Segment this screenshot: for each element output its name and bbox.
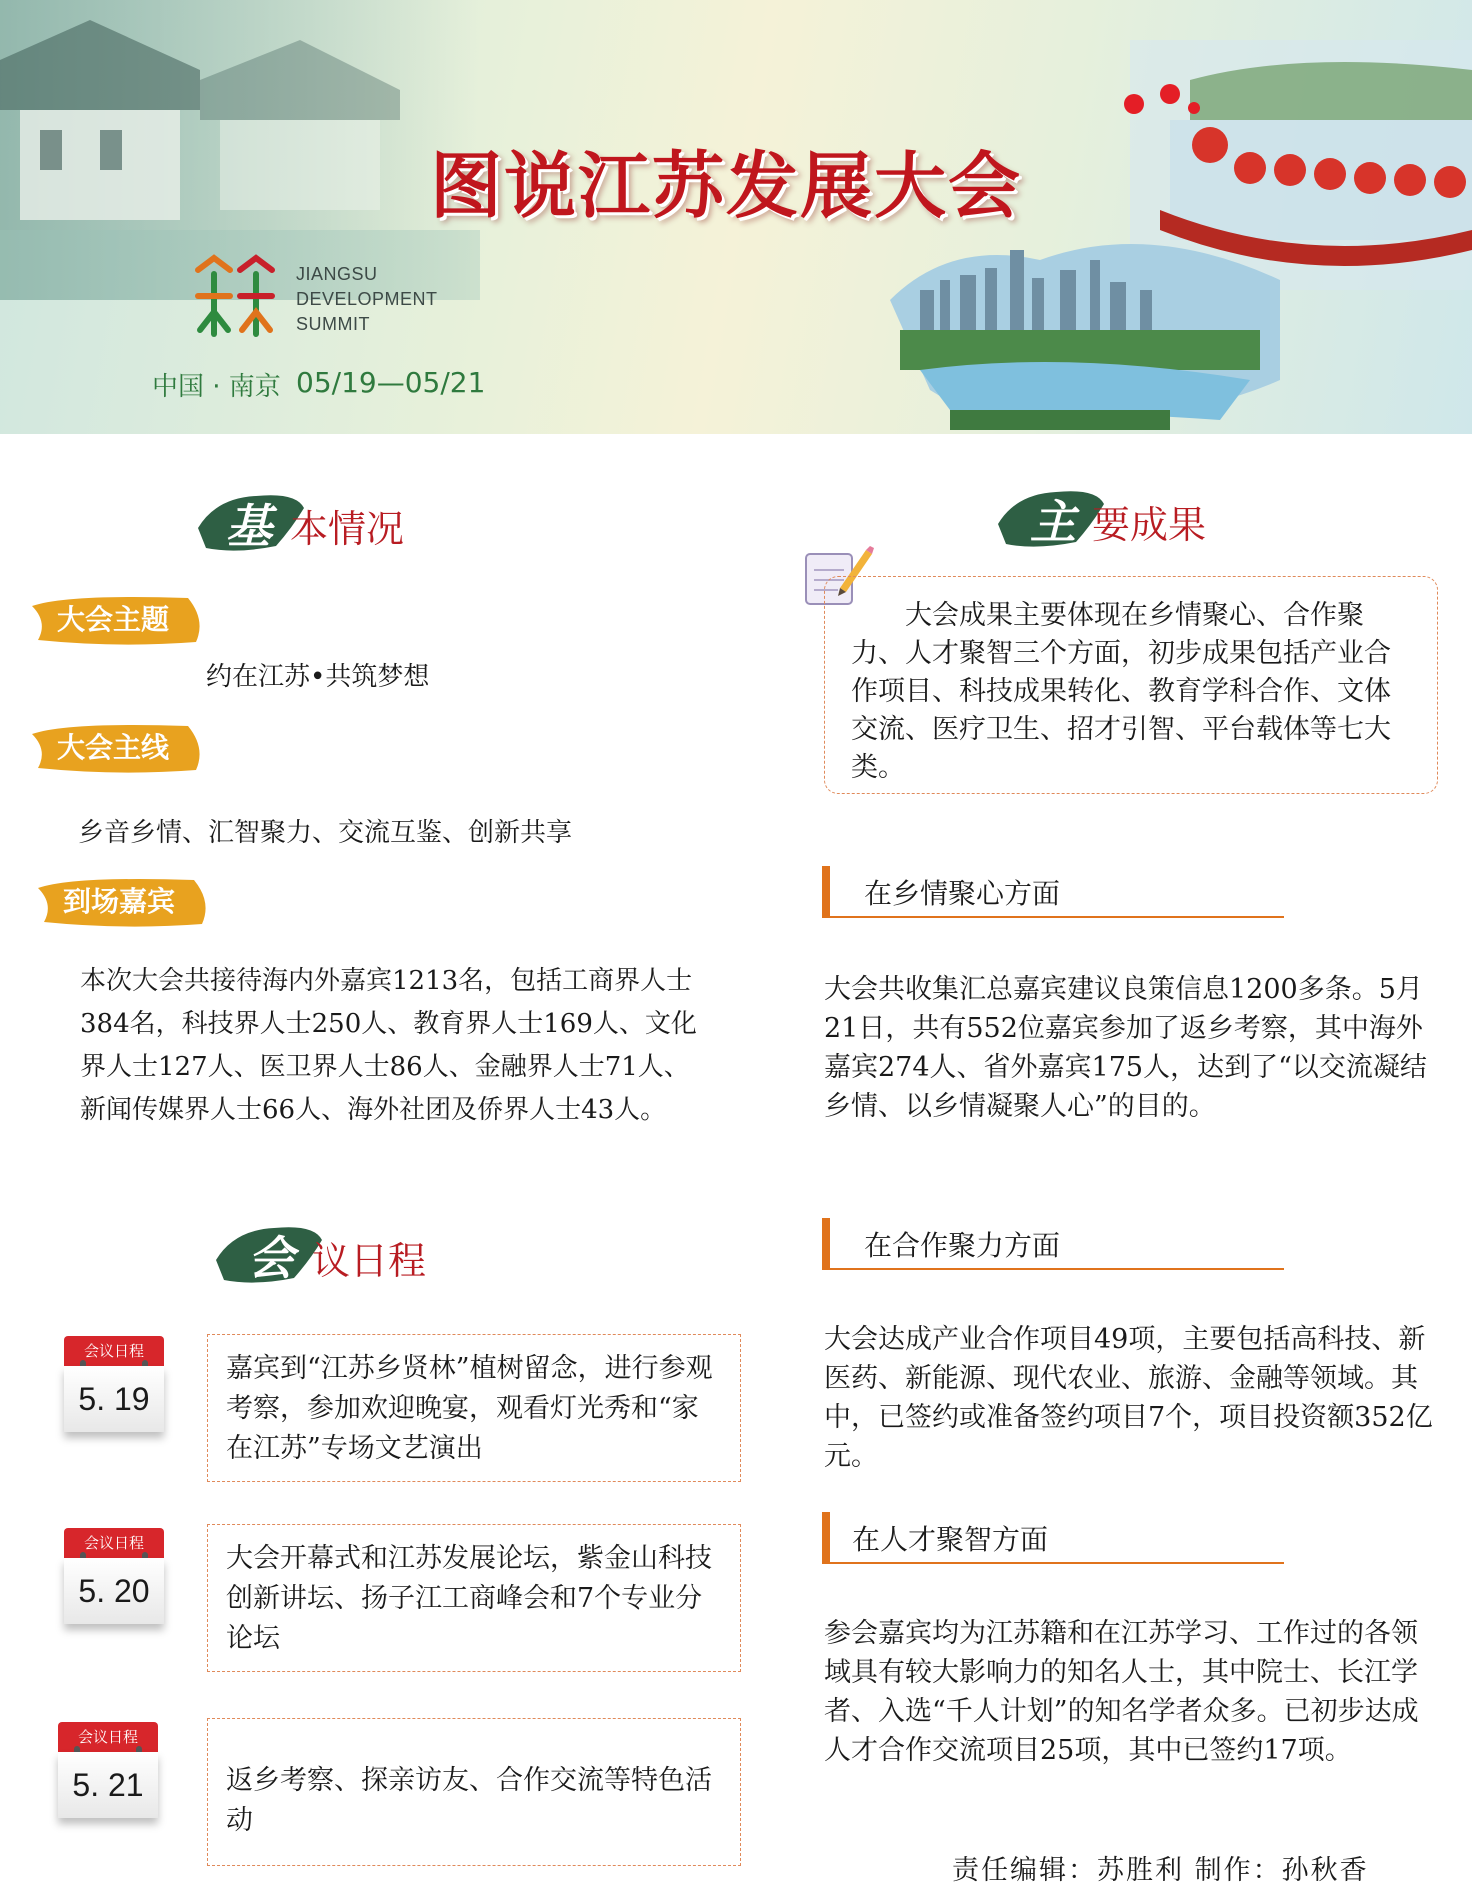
calendar-date: 5. 19	[64, 1366, 164, 1432]
results-subheading	[822, 1512, 1284, 1564]
summit-english-name	[296, 262, 438, 337]
calendar-label: 会议日程	[64, 1336, 164, 1366]
summit-en-line: SUMMIT	[296, 314, 370, 334]
subheading-underline	[822, 1562, 1284, 1564]
section-big-char: 基	[226, 499, 272, 553]
section-big-char: 会	[248, 1231, 294, 1285]
summit-en-line: JIANGSU	[296, 264, 378, 284]
tag-guests	[34, 874, 214, 930]
subheading-label: 在人才聚智方面	[852, 1523, 1049, 1556]
section-schedule-heading	[214, 1220, 474, 1290]
calendar-label: 会议日程	[58, 1722, 158, 1752]
results-paragraph: 大会共收集汇总嘉宾建议良策信息1200多条。5月21日，共有552位嘉宾参加了返乡考察，其中海外嘉宾274人、省外嘉宾175人，达到了“以交流凝结乡情、以乡情凝聚人心”的目的。	[824, 974, 1427, 1122]
subheading-label: 在合作聚力方面	[864, 1229, 1061, 1262]
guests-text: 本次大会共接待海内外嘉宾1213名，包括工商界人士384名，科技界人士250人、教育界人士169人、文化界人士127人、医卫界人士86人、金融界人士71人、新闻传媒界人士66人、海外社团及侨界人士43人。	[80, 966, 697, 1125]
tag-theme	[28, 592, 208, 648]
calendar-icon	[58, 1722, 158, 1822]
subheading-bar	[822, 1512, 830, 1564]
summit-en-line: DEVELOPMENT	[296, 289, 438, 309]
section-results-heading	[996, 484, 1256, 554]
subheading-underline	[822, 1268, 1284, 1270]
schedule-text: 嘉宾到“江苏乡贤林”植树留念，进行参观考察，参加欢迎晚宴，观看灯光秀和“家在江苏”专场文艺演出	[226, 1353, 713, 1464]
subheading-label: 在乡情聚心方面	[864, 877, 1061, 910]
tag-label: 到场嘉宾	[62, 885, 175, 918]
tag-label: 大会主题	[56, 603, 169, 636]
results-paragraph: 大会达成产业合作项目49项，主要包括高科技、新医药、新能源、现代农业、旅游、金融等领域。其中，已签约或准备签约项目7个，项目投资额352亿元。	[824, 1324, 1433, 1472]
subheading-bar	[822, 1218, 830, 1270]
schedule-text: 大会开幕式和江苏发展论坛，紫金山科技创新讲坛、扬子江工商峰会和7个专业分论坛	[226, 1543, 712, 1654]
subheading-bar	[822, 866, 830, 918]
header-banner	[0, 0, 1472, 434]
calendar-label: 会议日程	[64, 1528, 164, 1558]
calendar-icon	[64, 1528, 164, 1628]
section-basic-info-heading	[196, 488, 456, 558]
tag-label: 大会主线	[56, 731, 169, 764]
summit-logo	[190, 250, 280, 342]
banner-location: 中国 · 南京	[152, 372, 281, 402]
banner-dates: 05/19—05/21	[296, 366, 486, 399]
results-paragraph: 参会嘉宾均为江苏籍和在江苏学习、工作过的各领域具有较大影响力的知名人士，其中院士、长江学者、入选“千人计划”的知名学者众多。已初步达成人才合作交流项目25项，其中已签约17项。	[824, 1618, 1419, 1766]
calendar-date: 5. 21	[58, 1752, 158, 1818]
schedule-item	[207, 1718, 741, 1866]
tag-mainline	[28, 720, 208, 776]
mainline-text: 乡音乡情、汇智聚力、交流互鉴、创新共享	[78, 818, 573, 848]
section-title-rest: 要成果	[1092, 503, 1207, 547]
red-balloons	[1120, 80, 1200, 140]
results-intro-box: 大会成果主要体现在乡情聚心、合作聚力、人才聚智三个方面，初步成果包括产业合作项目、科技成果转化、教育学科合作、文体交流、医疗卫生、招才引智、平台载体等七大类。	[824, 576, 1438, 794]
theme-text: 约在江苏•共筑梦想	[206, 662, 430, 692]
results-subheading	[822, 866, 1284, 918]
section-title-rest: 议日程	[312, 1239, 427, 1283]
calendar-date: 5. 20	[64, 1558, 164, 1624]
results-subheading	[822, 1218, 1284, 1270]
subheading-underline	[822, 916, 1284, 918]
schedule-item	[207, 1334, 741, 1482]
section-big-char: 主	[1030, 495, 1076, 549]
section-title-rest: 本情况	[290, 507, 405, 551]
schedule-item	[207, 1524, 741, 1672]
nanjing-skyline-photo	[890, 220, 1280, 430]
footer-credits: 责任编辑：苏胜利 制作：孙秋香	[952, 1855, 1369, 1886]
calendar-icon	[64, 1336, 164, 1436]
banner-title: 图说江苏发展大会	[430, 144, 1023, 228]
schedule-text: 返乡考察、探亲访友、合作交流等特色活动	[226, 1765, 712, 1836]
